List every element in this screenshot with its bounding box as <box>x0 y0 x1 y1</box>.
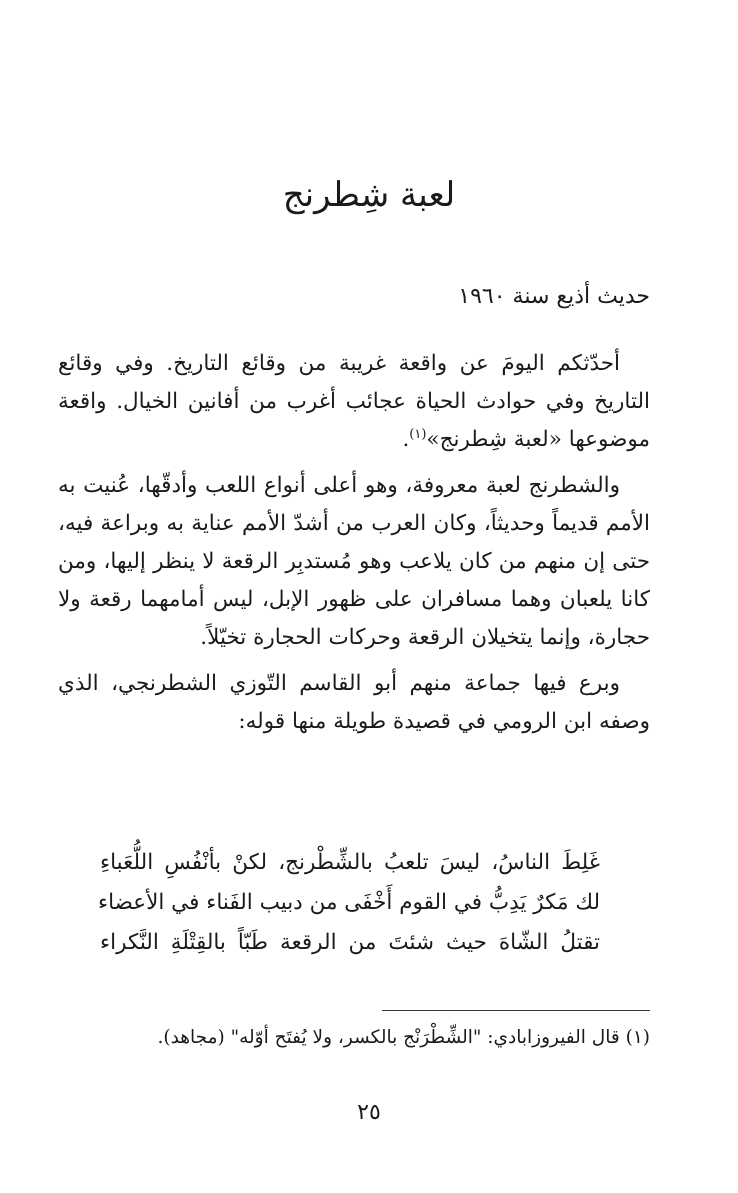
paragraph-text: وبرع فيها جماعة منهم أبو القاسم التّوزي الشطرنجي، الذي وصفه ابن الرومي في قصيدة طويلة منها قوله: <box>58 671 650 734</box>
body-text <box>58 345 650 749</box>
chapter-subtitle: حديث أذيع سنة ١٩٦٠ <box>458 284 650 309</box>
footnote-reference: (١) <box>409 426 427 442</box>
footnote: (١) قال الفيروزابادي: "الشِّطْرَنْج بالكسر، ولا يُفتَح أوّله" (مجاهد). <box>157 1027 650 1048</box>
poem-verse: تقتلُ الشّاهَ حيث شئتَ من الرقعة طَبّاً بالقِتْلَةِ النَّكراء <box>100 930 600 955</box>
chapter-title: لعبة شِطرنج <box>282 175 456 215</box>
paragraph-tail: . <box>402 427 410 452</box>
paragraph <box>58 467 650 657</box>
paragraph <box>58 665 650 741</box>
poem-verse: لك مَكرٌ يَدِبُّ في القوم أَخْفَى من دبيب الفَناء في الأعضاء <box>97 890 600 915</box>
footnote-divider <box>382 1010 650 1011</box>
poem-verse: غَلِطَ الناسُ، ليسَ تلعبُ بالشِّطْرنج، لكنْ بأنْفُسِ اللُّعَباءِ <box>100 850 600 875</box>
page-number: ٢٥ <box>357 1100 381 1125</box>
paragraph <box>58 345 650 459</box>
paragraph-text: أحدّثكم اليومَ عن واقعة غريبة من وقائع التاريخ. وفي وقائع التاريخ وفي حوادث الحياة عجائب أغرب من أفانين الخيال. واقعة موضوعها «لعبة شِطرنج» <box>58 351 650 452</box>
paragraph-text: والشطرنج لعبة معروفة، وهو أعلى أنواع اللعب وأدقّها، عُنيت به الأمم قديماً وحديثاً، وكان العرب من أشدّ الأمم عناية به وبراعة فيه، حتى إن منهم من كان يلاعب وهو مُستدبِر الرقعة لا ينظر إليها، ومن كانا يلعبان وهما مسافران على ظهور الإبل، ليس أمامهما رقعة ولا حجارة، وإنما يتخيلان الرقعة وحركات الحجارة تخيّلاً. <box>58 473 650 650</box>
poem <box>97 843 600 963</box>
